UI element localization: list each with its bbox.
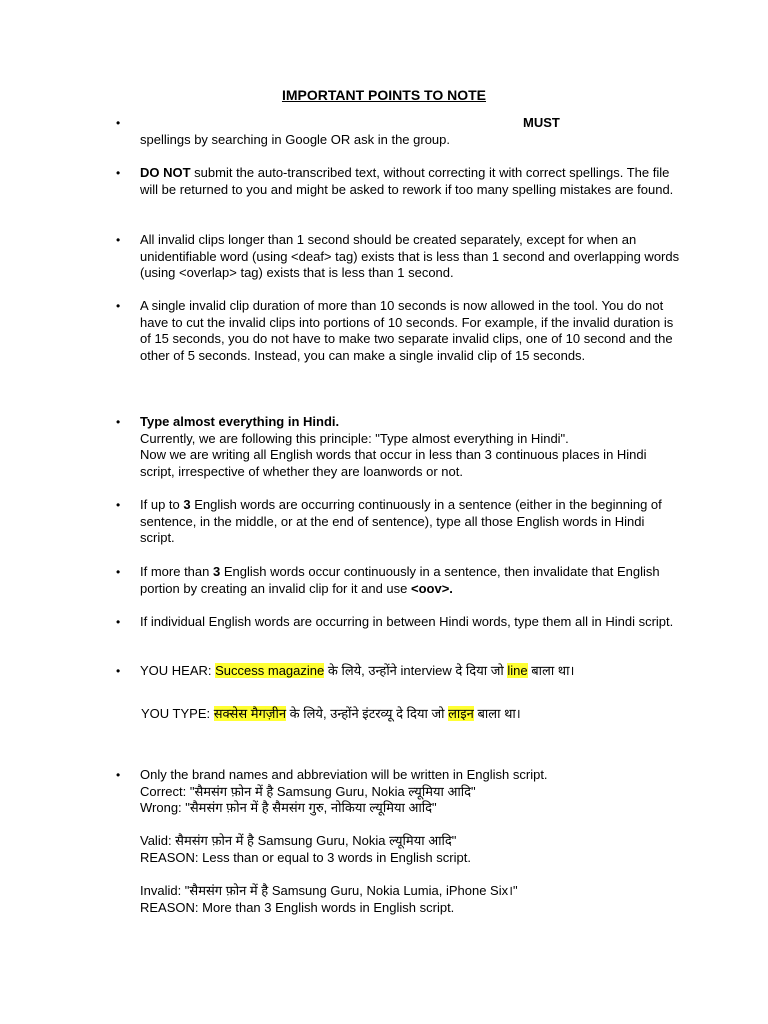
note-item-2 bbox=[116, 165, 680, 198]
page-title: IMPORTANT POINTS TO NOTE bbox=[281, 87, 487, 103]
you-type-example: YOU TYPE: सक्सेस मैगज़ीन के लिये, उन्होंने इंटरव्यू दे दिया जो लाइन बाला था। bbox=[141, 706, 521, 721]
bullet-icon: • bbox=[116, 415, 121, 429]
note-item-4-text: A single invalid clip duration of more than 10 seconds is now allowed in the tool. You do not have to cut the invalid clips into portions of 10 seconds. For example, if the invalid duration is of 15 seconds, you do not have to make two separate invalid clips, one of 10 second and the other of 5 seconds. Instead, you can make a single invalid clip of 15 seconds. bbox=[140, 298, 674, 363]
bullet-icon: • bbox=[116, 233, 121, 247]
bullet-icon: • bbox=[116, 116, 121, 130]
you-hear-example: YOU HEAR: Success magazine के लिये, उन्होंने interview दे दिया जो line बाला था। bbox=[140, 663, 575, 678]
invalid-reason: REASON: More than 3 English words in English script. bbox=[140, 899, 455, 915]
bullet-icon: • bbox=[116, 498, 121, 512]
bullet-icon: • bbox=[116, 565, 121, 579]
note-item-10 bbox=[116, 767, 680, 916]
highlight-hindi-line: लाइन bbox=[448, 706, 474, 721]
valid-example: Valid: सैमसंग फ़ोन में है Samsung Guru, Nokia ल्यूमिया आदि" bbox=[140, 833, 457, 849]
hindi-rule-heading: Type almost everything in Hindi. bbox=[140, 414, 340, 429]
bullet-icon: • bbox=[116, 664, 121, 678]
note-item-5 bbox=[116, 414, 680, 480]
note-item-3 bbox=[116, 232, 680, 282]
note-item-2-text: DO NOT submit the auto-transcribed text, without correcting it with correct spellings. The file will be returned to you and might be asked to rework if too many spelling mistakes are found. bbox=[140, 165, 674, 197]
note-item-7-text: If more than 3 English words occur continuously in a sentence, then invalidate that English portion by creating an invalid clip for it and use <oov>. bbox=[140, 564, 660, 596]
hindi-rule-now: Now we are writing all English words that occur in less than 3 continuous places in Hindi script, irrespective of whether they are loanwords or not. bbox=[140, 447, 647, 479]
bullet-icon: • bbox=[116, 166, 121, 180]
note-item-3-text: All invalid clips longer than 1 second should be created separately, except for when an unidentifiable word (using <deaf> tag) exists that is less than 1 second and overlapping words (using <overlap> tag) exists that is less than 1 second. bbox=[140, 232, 680, 281]
valid-reason: REASON: Less than or equal to 3 words in English script. bbox=[140, 849, 471, 865]
brand-rule-text: Only the brand names and abbreviation will be written in English script. bbox=[140, 767, 548, 782]
note-item-8-text: If individual English words are occurring in between Hindi words, type them all in Hindi script. bbox=[140, 614, 674, 629]
correct-example: Correct: "सैमसंग फ़ोन में है Samsung Guru, Nokia ल्यूमिया आदि" bbox=[140, 783, 476, 799]
note-item-9 bbox=[116, 663, 680, 680]
oov-tag: <oov>. bbox=[411, 580, 453, 596]
note-item-6 bbox=[116, 497, 680, 547]
note-item-1-text: spellings by searching in Google OR ask in the group. bbox=[140, 131, 451, 147]
note-item-8 bbox=[116, 614, 680, 631]
note-item-6-text: If up to 3 English words are occurring continuously in a sentence (either in the beginning of sentence, in the middle, or at the end of sentence), type all those English words in Hindi script. bbox=[140, 497, 662, 546]
note-item-7 bbox=[116, 564, 680, 597]
note-item-4 bbox=[116, 298, 680, 364]
bullet-icon: • bbox=[116, 768, 121, 782]
highlight-hindi-magazine: सक्सेस मैगज़ीन bbox=[213, 706, 287, 721]
bullet-icon: • bbox=[116, 299, 121, 313]
note-item-1 bbox=[116, 115, 680, 148]
hindi-rule-current: Currently, we are following this principle: "Type almost everything in Hindi". bbox=[140, 430, 569, 446]
invalid-example: Invalid: "सैमसंग फ़ोन में है Samsung Guru, Nokia Lumia, iPhone Six।" bbox=[140, 883, 518, 899]
do-not-label: DO NOT bbox=[140, 165, 191, 180]
bullet-icon: • bbox=[116, 615, 121, 629]
must-label: MUST bbox=[523, 115, 560, 130]
wrong-example: Wrong: "सैमसंग फ़ोन में है सैमसंग गुरु, नोकिया ल्यूमिया आदि" bbox=[140, 800, 437, 816]
highlight-success-magazine: Success magazine bbox=[215, 663, 325, 678]
highlight-line: line bbox=[507, 663, 528, 678]
